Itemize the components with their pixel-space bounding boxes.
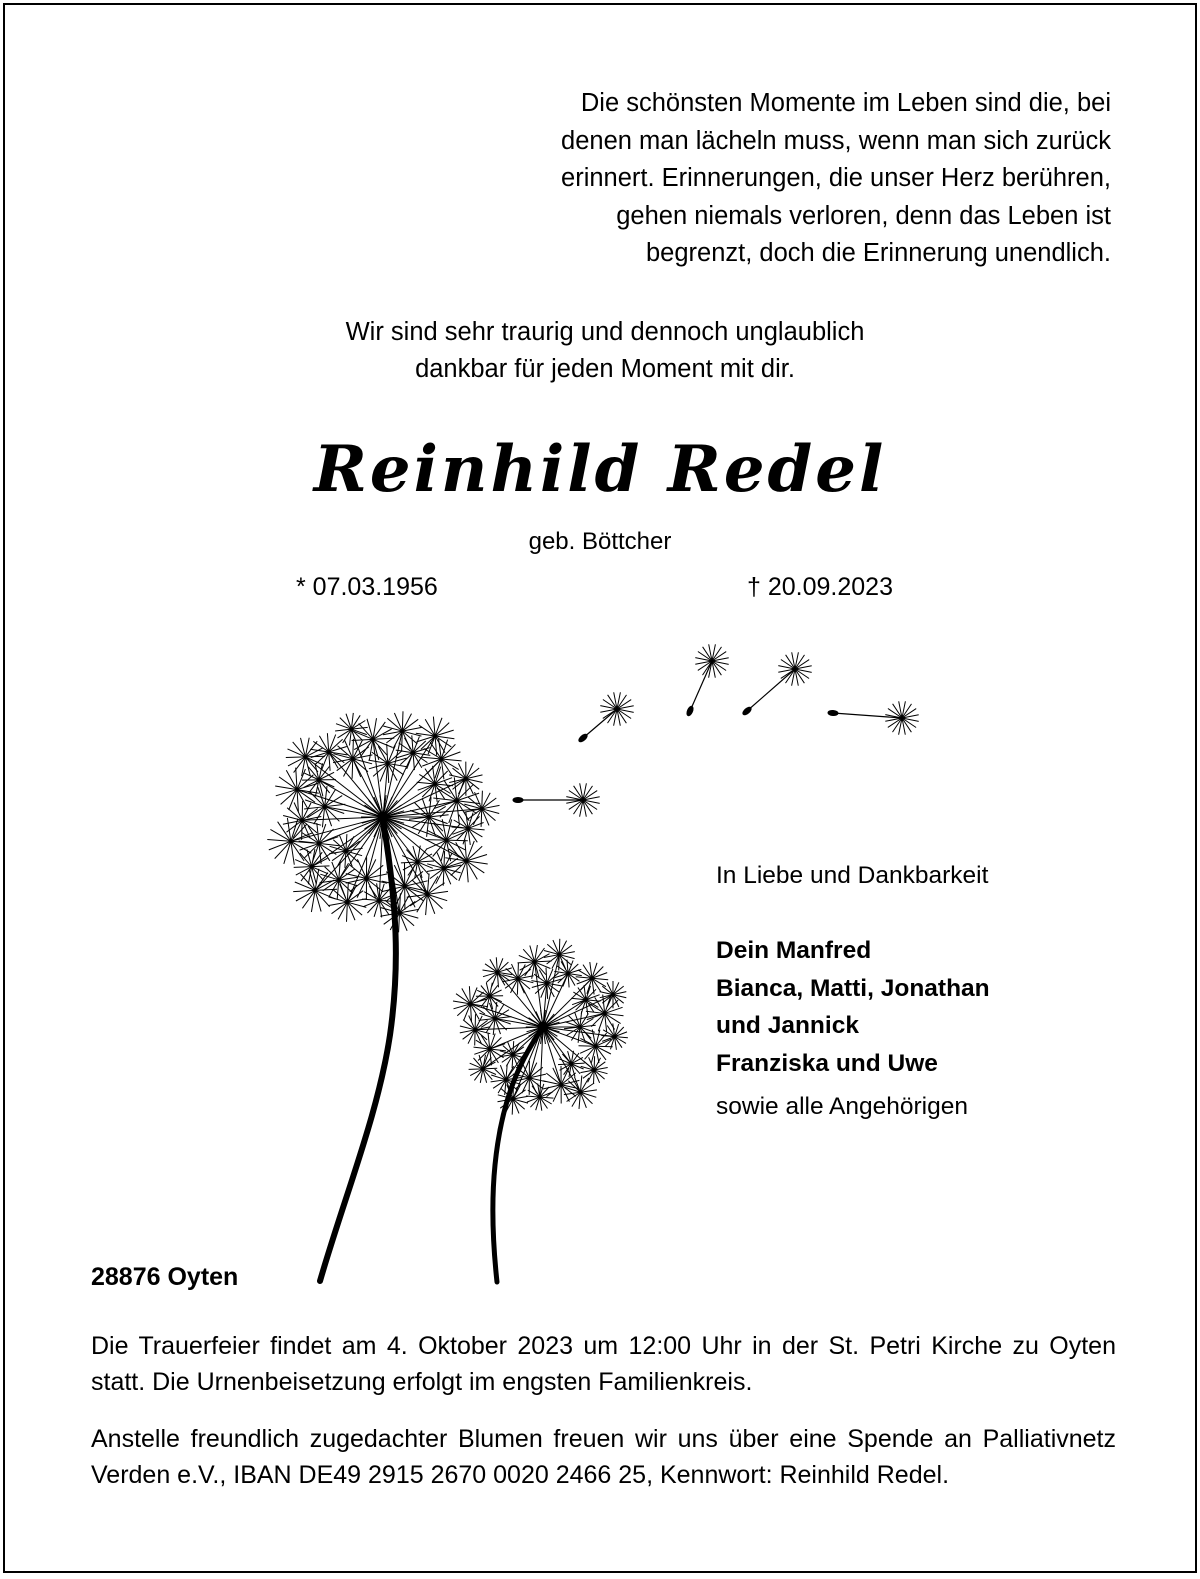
quote-middle bbox=[255, 314, 955, 388]
death-date: † 20.09.2023 bbox=[747, 570, 893, 604]
location: 28876 Oyten bbox=[91, 1260, 238, 1294]
flying-seed-icon bbox=[578, 692, 634, 743]
maiden-name: geb. Böttcher bbox=[5, 525, 1195, 559]
family-relatives: sowie alle Angehörigen bbox=[716, 1089, 1156, 1125]
family-name-line: Franziska und Uwe bbox=[716, 1045, 1156, 1083]
flying-seed-icon bbox=[686, 644, 729, 716]
obituary-notice bbox=[3, 3, 1197, 1573]
quote-line: begrenzt, doch die Erinnerung unendlich. bbox=[471, 235, 1111, 273]
quote-line: Wir sind sehr traurig und dennoch unglaublich bbox=[255, 314, 955, 351]
deceased-name: Reinhild Redel bbox=[5, 425, 1195, 515]
birth-date: * 07.03.1956 bbox=[296, 570, 438, 604]
quote-line: dankbar für jeden Moment mit dir. bbox=[255, 351, 955, 388]
flying-seed-icon bbox=[742, 652, 812, 716]
quote-line: denen man lächeln muss, wenn man sich zurück bbox=[471, 123, 1111, 161]
flying-seed-icon bbox=[828, 701, 919, 734]
flying-seed-icon bbox=[513, 783, 600, 816]
dandelion-heads bbox=[267, 711, 628, 1114]
small-dandelion-head bbox=[453, 939, 628, 1115]
family-signature bbox=[716, 858, 1156, 1125]
quote-line: gehen niemals verloren, denn das Leben ist bbox=[471, 198, 1111, 236]
quote-line: Die schönsten Momente im Leben sind die, bei bbox=[471, 85, 1111, 123]
family-intro: In Liebe und Dankbarkeit bbox=[716, 858, 1156, 894]
donation-text: Anstelle freundlich zugedachter Blumen freuen wir uns über eine Spende an Palliativnetz Verden e.V., IBAN DE49 2915 2670 0020 2466 25, Kennwort: Reinhild Redel. bbox=[91, 1421, 1116, 1493]
large-dandelion-head bbox=[267, 711, 499, 932]
family-name-line: und Jannick bbox=[716, 1007, 1156, 1045]
quote-line: erinnert. Erinnerungen, die unser Herz berühren, bbox=[471, 160, 1111, 198]
family-names bbox=[716, 932, 1156, 1082]
family-name-line: Bianca, Matti, Jonathan bbox=[716, 970, 1156, 1008]
ceremony-text: Die Trauerfeier findet am 4. Oktober 2023 um 12:00 Uhr in der St. Petri Kirche zu Oyten statt. Die Urnenbeisetzung erfolgt im engsten Familienkreis. bbox=[91, 1328, 1116, 1400]
flying-seeds bbox=[513, 644, 919, 816]
quote-top bbox=[471, 85, 1111, 273]
family-name-line: Dein Manfred bbox=[716, 932, 1156, 970]
